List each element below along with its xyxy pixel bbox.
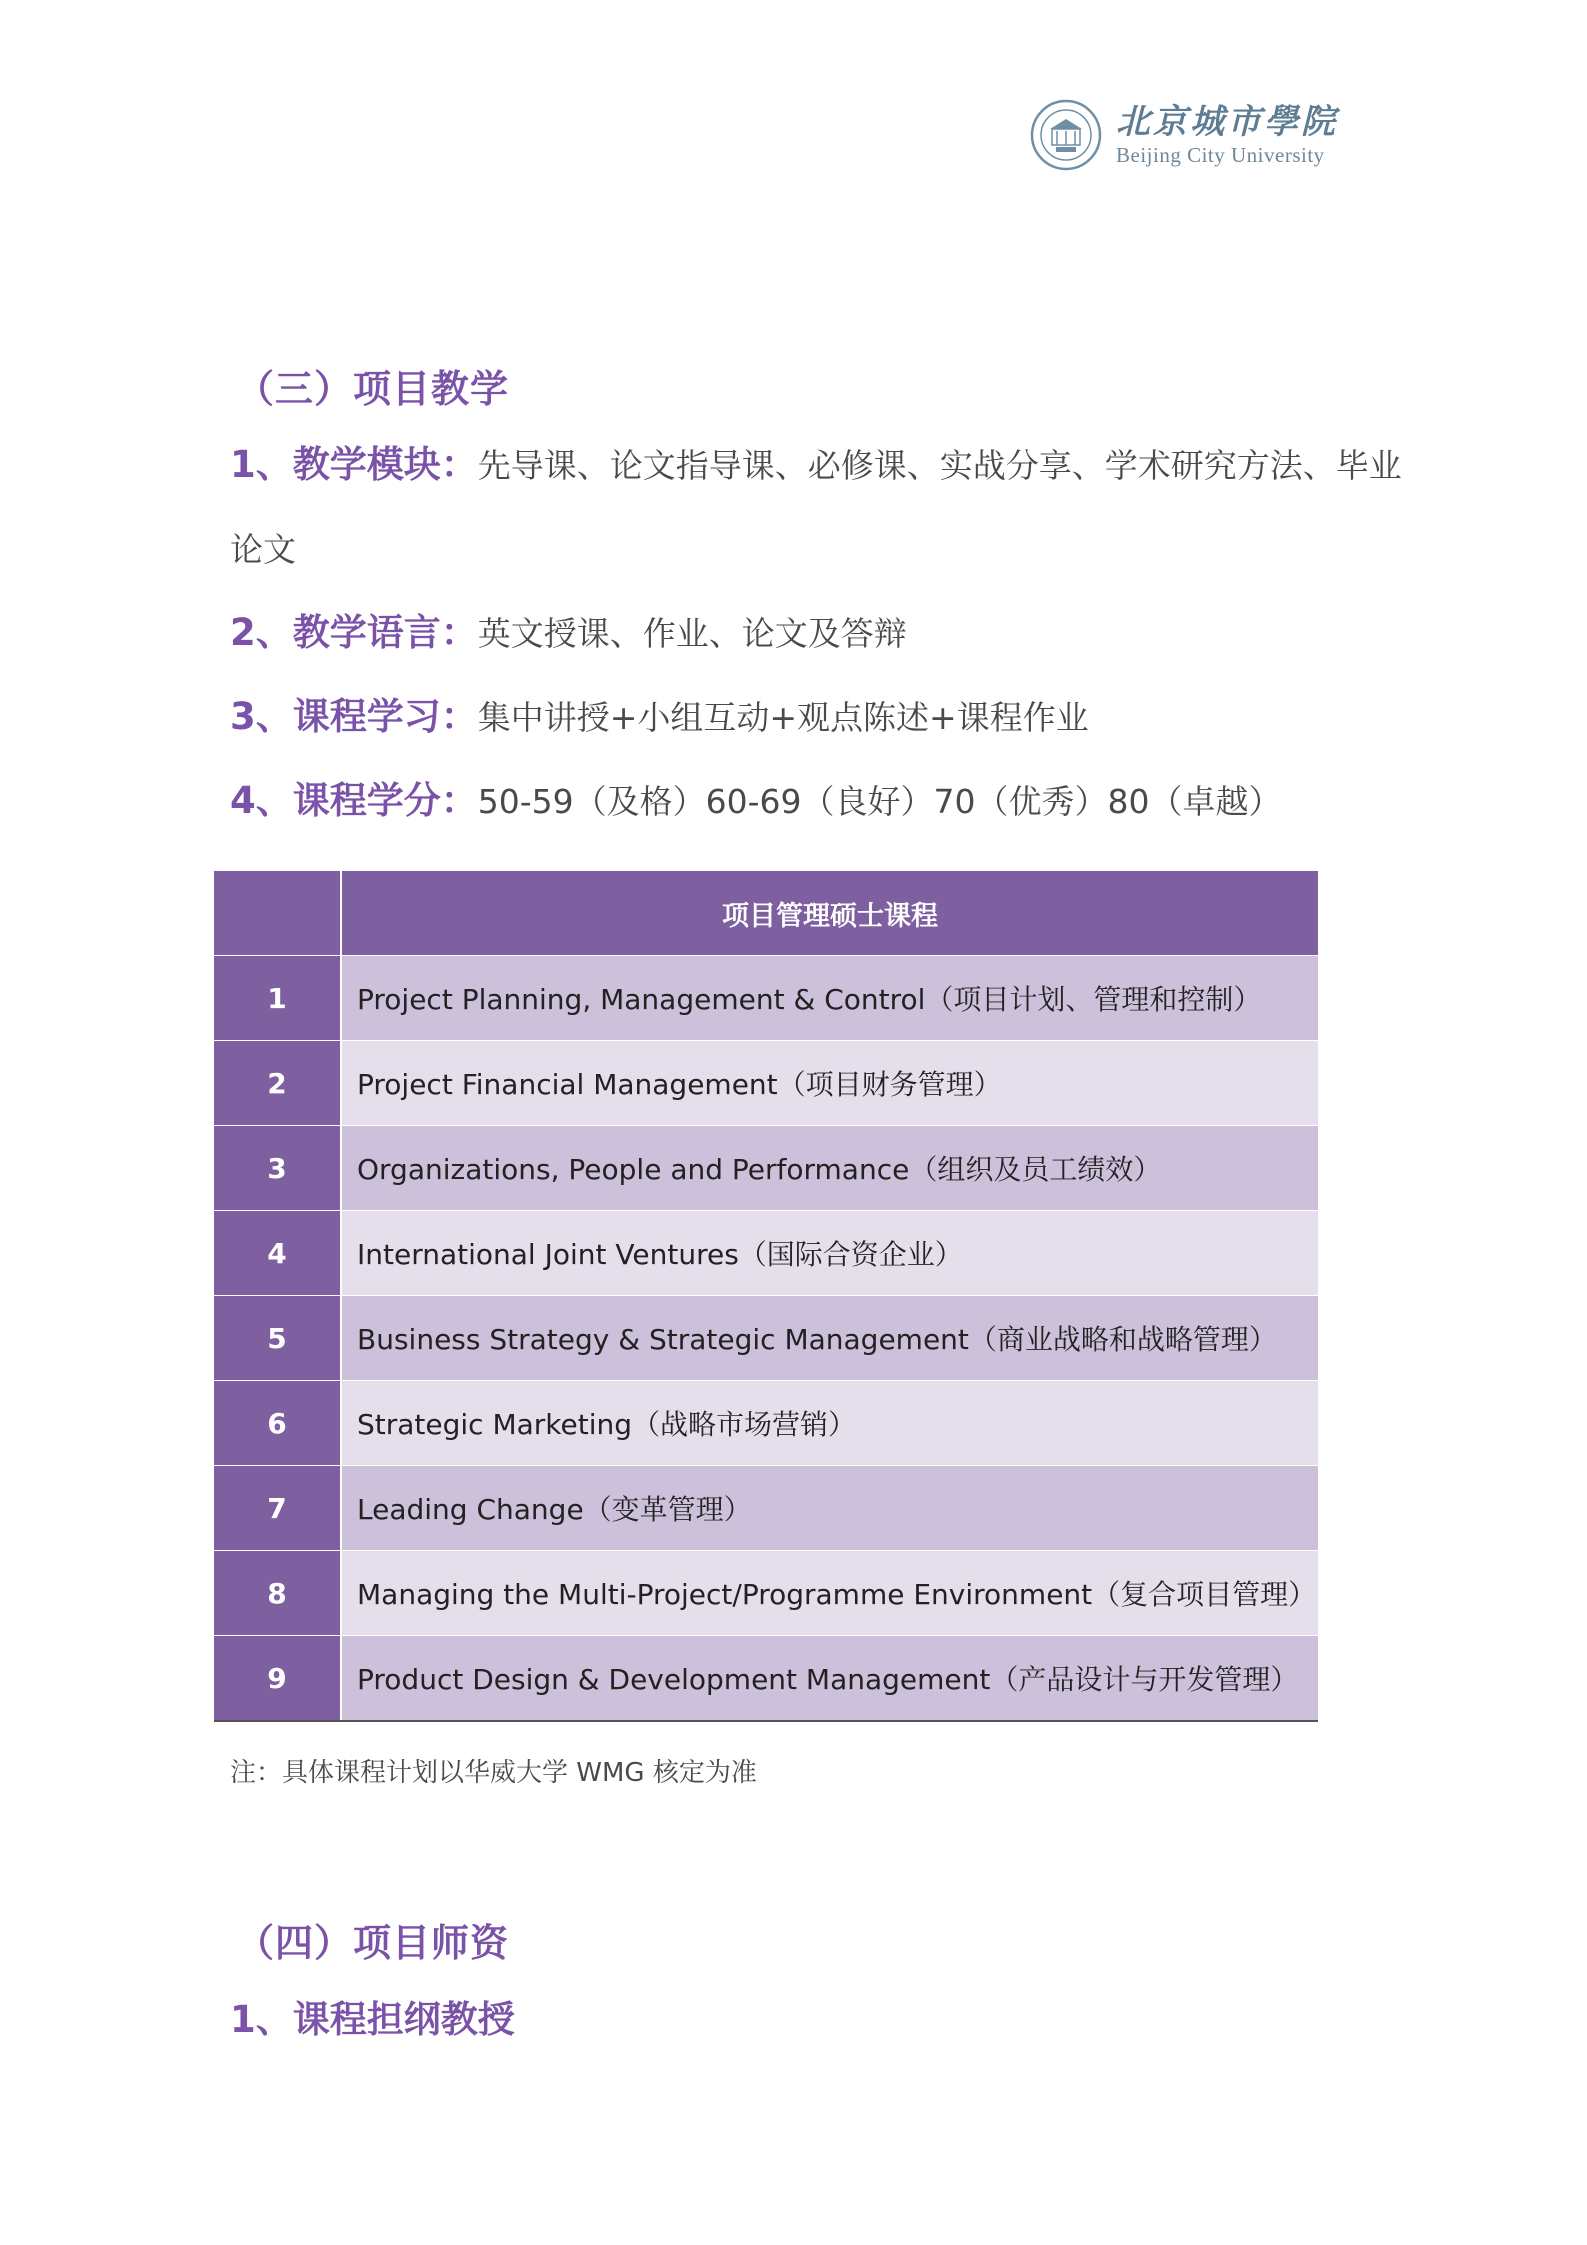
- course-name: Strategic Marketing（战略市场营销）: [341, 1381, 1318, 1466]
- course-name: Organizations, People and Performance（组织及员工绩效）: [341, 1126, 1318, 1211]
- item-label: 1、教学模块：: [230, 443, 478, 486]
- course-name: Project Planning, Management & Control（项目计划、管理和控制）: [341, 956, 1318, 1041]
- item-text: 英文授课、作业、论文及答辩: [477, 614, 907, 653]
- row-number: 2: [214, 1041, 341, 1126]
- item-label: 1、课程担纲教授: [230, 1998, 515, 2041]
- item-teaching-language: [230, 613, 907, 654]
- row-number: 6: [214, 1381, 341, 1466]
- course-name: Managing the Multi-Project/Programme Environment（复合项目管理）: [341, 1551, 1318, 1636]
- row-number: 4: [214, 1211, 341, 1296]
- table-row: [214, 1551, 1318, 1636]
- logo-chinese-name: 北京城市學院: [1116, 101, 1338, 142]
- item-label: 4、课程学分：: [230, 779, 478, 822]
- table-row: [214, 1296, 1318, 1381]
- university-seal-icon: [1030, 99, 1102, 171]
- table-row: [214, 1211, 1318, 1296]
- logo-english-name: Beijing City University: [1116, 142, 1325, 167]
- section-title-teaching: （三）项目教学: [236, 367, 510, 411]
- item-course-credits: [230, 781, 1282, 822]
- section-title-faculty: （四）项目师资: [236, 1921, 510, 1965]
- item-label: 2、教学语言：: [230, 611, 478, 654]
- row-number: 5: [214, 1296, 341, 1381]
- table-note: 注：具体课程计划以华威大学 WMG 核定为准: [230, 1758, 757, 1788]
- table-row: [214, 1126, 1318, 1211]
- item-course-learning: [230, 697, 1089, 738]
- row-number: 1: [214, 956, 341, 1041]
- course-name: Leading Change（变革管理）: [341, 1466, 1318, 1551]
- item-text: 先导课、论文指导课、必修课、实战分享、学术研究方法、毕业: [477, 446, 1402, 485]
- university-logo: [1030, 95, 1338, 175]
- row-number: 7: [214, 1466, 341, 1551]
- course-name: Project Financial Management（项目财务管理）: [341, 1041, 1318, 1126]
- item-teaching-modules: [230, 445, 1402, 486]
- table-header-title: 项目管理硕士课程: [341, 871, 1318, 956]
- table-row: [214, 1381, 1318, 1466]
- item-label: 3、课程学习：: [230, 695, 478, 738]
- item-teaching-modules-cont: 论文: [230, 530, 296, 569]
- course-name: International Joint Ventures（国际合资企业）: [341, 1211, 1318, 1296]
- table-header-row: [214, 871, 1318, 956]
- row-number: 8: [214, 1551, 341, 1636]
- table-row: [214, 1041, 1318, 1126]
- item-text: 50-59（及格）60-69（良好）70（优秀）80（卓越）: [477, 782, 1282, 821]
- table-row: [214, 1636, 1318, 1722]
- item-text: 集中讲授+小组互动+观点陈述+课程作业: [477, 698, 1089, 737]
- row-number: 9: [214, 1636, 341, 1722]
- course-table: [214, 871, 1318, 1722]
- table-row: [214, 1466, 1318, 1551]
- course-name: Business Strategy & Strategic Management（商业战略和战略管理）: [341, 1296, 1318, 1381]
- row-number: 3: [214, 1126, 341, 1211]
- course-name: Product Design & Development Management（产品设计与开发管理）: [341, 1636, 1318, 1722]
- item-lead-professors: [230, 2000, 515, 2041]
- table-header-num: [214, 871, 341, 956]
- table-row: [214, 956, 1318, 1041]
